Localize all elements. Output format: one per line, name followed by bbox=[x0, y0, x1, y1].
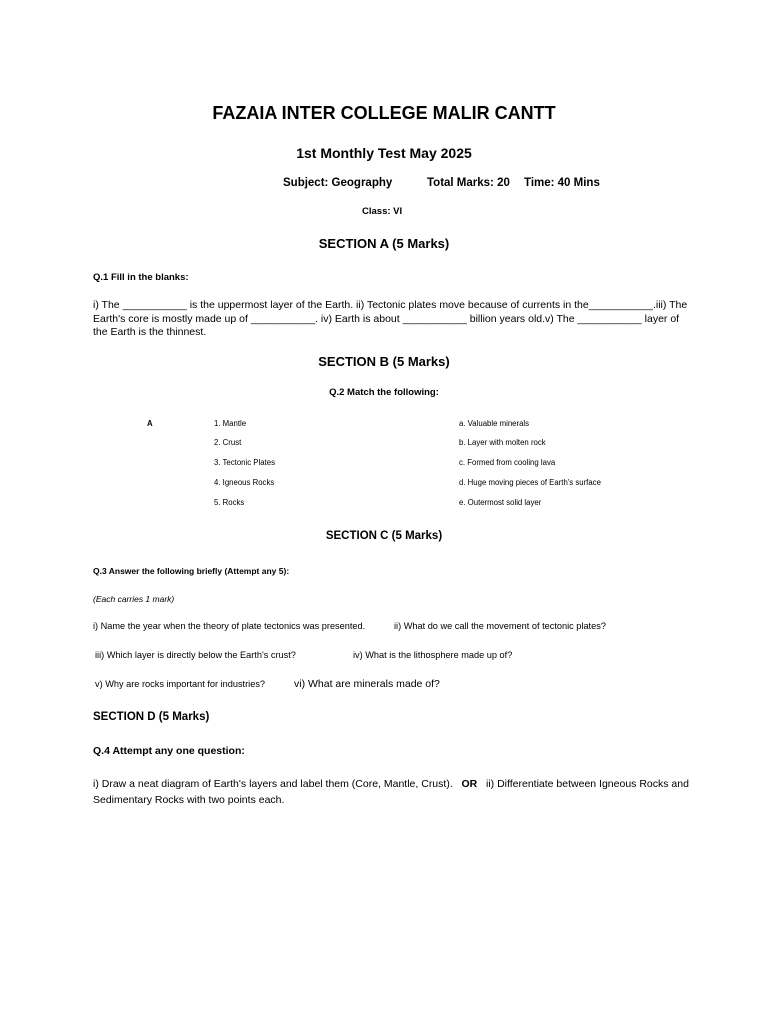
test-title: 1st Monthly Test May 2025 bbox=[296, 145, 472, 161]
q4-text bbox=[93, 776, 693, 808]
left-item: 2. Crust bbox=[214, 438, 242, 447]
q3-heading: Q.3 Answer the following briefly (Attempt any 5): bbox=[93, 566, 290, 576]
right-item: c. Formed from cooling lava bbox=[459, 458, 556, 467]
total-marks: Total Marks: 20 bbox=[427, 177, 510, 189]
q2-heading: Q.2 Match the following: bbox=[329, 387, 439, 398]
q3-note: (Each carries 1 mark) bbox=[93, 594, 175, 604]
left-item: 5. Rocks bbox=[214, 498, 245, 507]
section-d-heading: SECTION D (5 Marks) bbox=[93, 711, 210, 723]
section-b-heading: SECTION B (5 Marks) bbox=[318, 354, 450, 369]
q4-option-1: i) Draw a neat diagram of Earth's layers and label them (Core, Mantle, Crust). bbox=[93, 778, 453, 790]
column-a-label: A bbox=[147, 419, 153, 428]
section-c-heading: SECTION C (5 Marks) bbox=[325, 530, 443, 542]
q3-item: i) Name the year when the theory of plate tectonics was presented. bbox=[93, 621, 366, 631]
section-a-heading: SECTION A (5 Marks) bbox=[318, 236, 450, 251]
subject: Subject: Geography bbox=[283, 177, 393, 189]
q3-item: iii) Which layer is directly below the Earth's crust? bbox=[95, 650, 296, 660]
right-item: e. Outermost solid layer bbox=[459, 498, 542, 507]
left-item: 3. Tectonic Plates bbox=[214, 458, 275, 467]
q3-item: iv) What is the lithosphere made up of? bbox=[353, 650, 513, 660]
right-item: d. Huge moving pieces of Earth's surface bbox=[459, 478, 601, 487]
college-name: FAZAIA INTER COLLEGE MALIR CANTT bbox=[212, 103, 556, 123]
q3-item: v) Why are rocks important for industries? bbox=[95, 679, 266, 689]
left-item: 4. Igneous Rocks bbox=[214, 478, 275, 487]
right-item: a. Valuable minerals bbox=[459, 419, 530, 428]
class-label: Class: VI bbox=[362, 206, 403, 217]
q3-item: vi) What are minerals made of? bbox=[294, 678, 440, 690]
time-allowed: Time: 40 Mins bbox=[524, 177, 600, 189]
q3-item: ii) What do we call the movement of tectonic plates? bbox=[394, 621, 606, 631]
right-item: b. Layer with molten rock bbox=[459, 438, 546, 447]
q4-option-2: ii) Differentiate between Igneous Rocks and Sedimentary Rocks with two points each. bbox=[93, 778, 689, 806]
q4-heading: Q.4 Attempt any one question: bbox=[93, 745, 245, 757]
left-item: 1. Mantle bbox=[214, 419, 247, 428]
q1-heading: Q.1 Fill in the blanks: bbox=[93, 272, 189, 283]
q1-text: i) The ___________ is the uppermost layer of the Earth. ii) Tectonic plates move because of currents in the___________.iii) The Earth's core is mostly made up of ___________. iv) Earth is about ___________ billion years old.v) The ___________ layer of the Earth is the thinnest. bbox=[93, 299, 688, 338]
or-label: OR bbox=[461, 778, 478, 790]
